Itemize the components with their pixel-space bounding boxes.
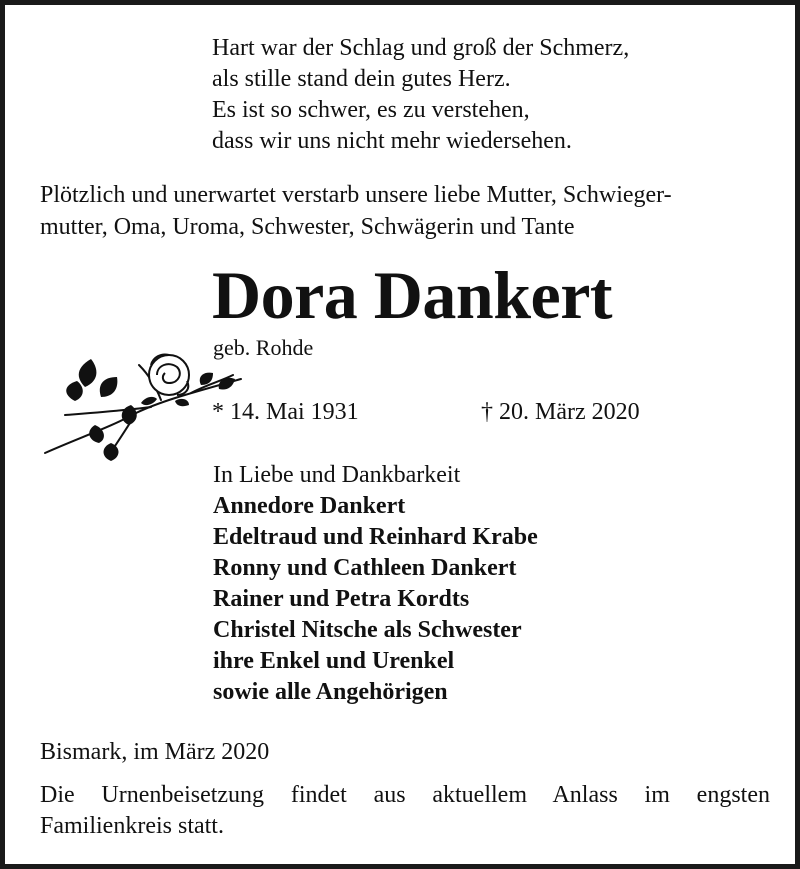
mourner-name: sowie alle Angehörigen [213, 679, 448, 705]
mourner-name: ihre Enkel und Urenkel [213, 648, 455, 674]
mourners-list [213, 491, 538, 708]
deceased-name: Dora Dankert [212, 257, 613, 333]
mourners-heading: In Liebe und Dankbarkeit [213, 462, 461, 488]
notice-line: Die Urnenbeisetzung findet aus aktuellem Anlass im engsten [40, 782, 770, 808]
mourner-name: Annedore Dankert [213, 493, 406, 519]
place-and-date: Bismark, im März 2020 [40, 739, 270, 765]
death-announcement [40, 179, 770, 243]
announcement-line: Plötzlich und unerwartet verstarb unsere liebe Mutter, Schwieger- [40, 182, 672, 208]
memorial-poem [212, 33, 629, 157]
announcement-line: mutter, Oma, Uroma, Schwester, Schwägerin und Tante [40, 214, 575, 240]
mourner-name: Ronny und Cathleen Dankert [213, 555, 517, 581]
poem-line: als stille stand dein gutes Herz. [212, 66, 511, 92]
poem-line: dass wir uns nicht mehr wiedersehen. [212, 128, 572, 154]
birth-date: * 14. Mai 1931 [212, 399, 359, 425]
mourner-name: Edeltraud und Reinhard Krabe [213, 524, 538, 550]
poem-line: Hart war der Schlag und groß der Schmerz, [212, 35, 630, 61]
burial-notice [40, 780, 770, 842]
death-date: † 20. März 2020 [481, 399, 640, 425]
poem-line: Es ist so schwer, es zu verstehen, [212, 97, 530, 123]
mourner-name: Rainer und Petra Kordts [213, 586, 470, 612]
notice-line: Familienkreis statt. [40, 813, 224, 839]
mourner-name: Christel Nitsche als Schwester [213, 617, 522, 643]
maiden-name: geb. Rohde [213, 335, 314, 360]
